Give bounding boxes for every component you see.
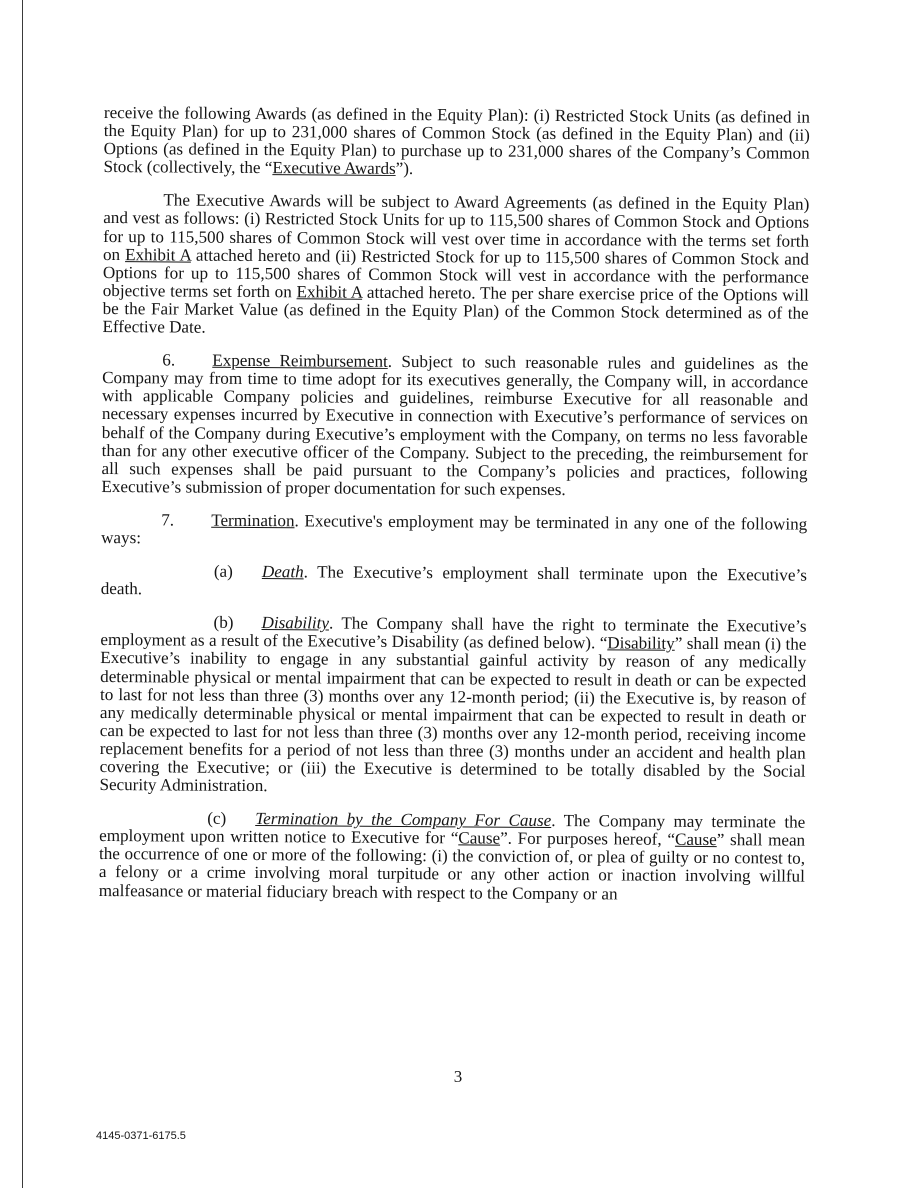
section-number: 6. <box>162 350 176 370</box>
clause-heading: Death <box>261 562 304 582</box>
clause-heading: Termination by the Company For Cause <box>255 809 552 831</box>
exhibit-a-reference: Exhibit A <box>125 244 191 265</box>
page-number: 3 <box>453 1067 463 1086</box>
clause-label: (b) <box>213 612 234 633</box>
clause-heading: Disability <box>261 613 330 633</box>
paragraph-award-vesting: The Executive Awards will be subject to Award Agreements (as defined in the Equity Plan) and vest as follows: (i) Restricted Stock Units for up to 115,500 shares of Common Stock and Options for up to 115,500 shares of Common Stock will vest over time in accordance with the terms set forth on Exhibit A attached hereto and (ii) Restricted Stock for up to 115,500 shares of Common Stock and Options for up to 115,500 shares of Common Stock will vest in accordance with the performance objective terms set forth on Exhibit A attached hereto. The per share exercise price of the Options will be the Fair Market Value (as defined in the Equity Plan) of the Common Stock determined as of the Effective Date. <box>102 190 810 337</box>
document-id: 4145-0371-6175.5 <box>96 1130 186 1142</box>
section-heading: Expense Reimbursement <box>212 350 388 372</box>
defined-term-executive-awards: Executive Awards <box>272 158 396 179</box>
defined-term-cause: Cause <box>674 830 717 850</box>
section-6-expense-reimbursement: 6. Expense Reimbursement. Subject to such reasonable rules and guidelines as the Company may from time to time adopt for its executives generally, the Company will, in accordance with applicable Company policies and guidelines, reimburse Executive for all reasonable and necessary expenses incurred by Executive in connection with Executive’s performance of services on behalf of the Company during Executive’s employment with the Company, on terms no less favorable than for any other executive officer of the Company. Subject to the preceding, the reimbursement for all such expenses shall be paid pursuant to the Company’s policies and practices, following Executive’s submission of proper documentation for such expenses. <box>101 350 809 499</box>
document-body <box>99 104 810 919</box>
paragraph-executive-awards: receive the following Awards (as defined in the Equity Plan): (i) Restricted Stock Units (as defined in the Equity Plan) for up to 231,000 shares of Common Stock (as defined in the Equity Plan) and (ii) Options (as defined in the Equity Plan) to purchase up to 231,000 shares of the Company’s Common Stock (collectively, the “Executive Awards”). <box>103 103 810 179</box>
exhibit-a-reference: Exhibit A <box>296 282 363 302</box>
clause-label: (c) <box>207 808 227 829</box>
clause-a-death: (a) Death. The Executive’s employment shall terminate upon the Executive’s death. <box>100 561 807 599</box>
scan-edge-line <box>22 0 23 1188</box>
clause-label: (a) <box>213 561 233 581</box>
defined-term-cause: Cause <box>458 828 501 848</box>
section-heading: Termination <box>211 510 295 531</box>
section-7-termination: 7. Termination. Executive's employment may be terminated in any one of the following ways: <box>101 510 808 548</box>
clause-c-termination-for-cause: (c) Termination by the Company For Cause. The Company may terminate the employment upon written notice to Executive for “Cause”. For purposes hereof, “Cause” shall mean the occurrence of one or more of the following: (i) the conviction of, or plea of guilty or no contest to, a felony or a crime involving moral turpitude or any other action or inaction involving willful malfeasance or material fiduciary breach with respect to the Company or an <box>98 808 806 903</box>
defined-term-disability: Disability <box>607 633 675 654</box>
clause-b-disability: (b) Disability. The Company shall have the right to terminate the Executive’s employment as a result of the Executive’s Disability (as defined below). “Disability” shall mean (i) the Executive’s inability to engage in any substantial gainful activity by reason of any medically determinable physical or mental impairment that can be expected to result in death or can be expected to last for not less than three (3) months over any 12-month period; (ii) the Executive is, by reason of any medically determinable physical or mental impairment that can be expected to result in death or can be expected to last for not less than three (3) months over any 12-month period, receiving income replacement benefits for a period of not less than three (3) months under an accident and health plan covering the Executive; or (iii) the Executive is determined to be totally disabled by the Social Security Administration. <box>99 612 807 796</box>
section-number: 7. <box>161 510 175 530</box>
